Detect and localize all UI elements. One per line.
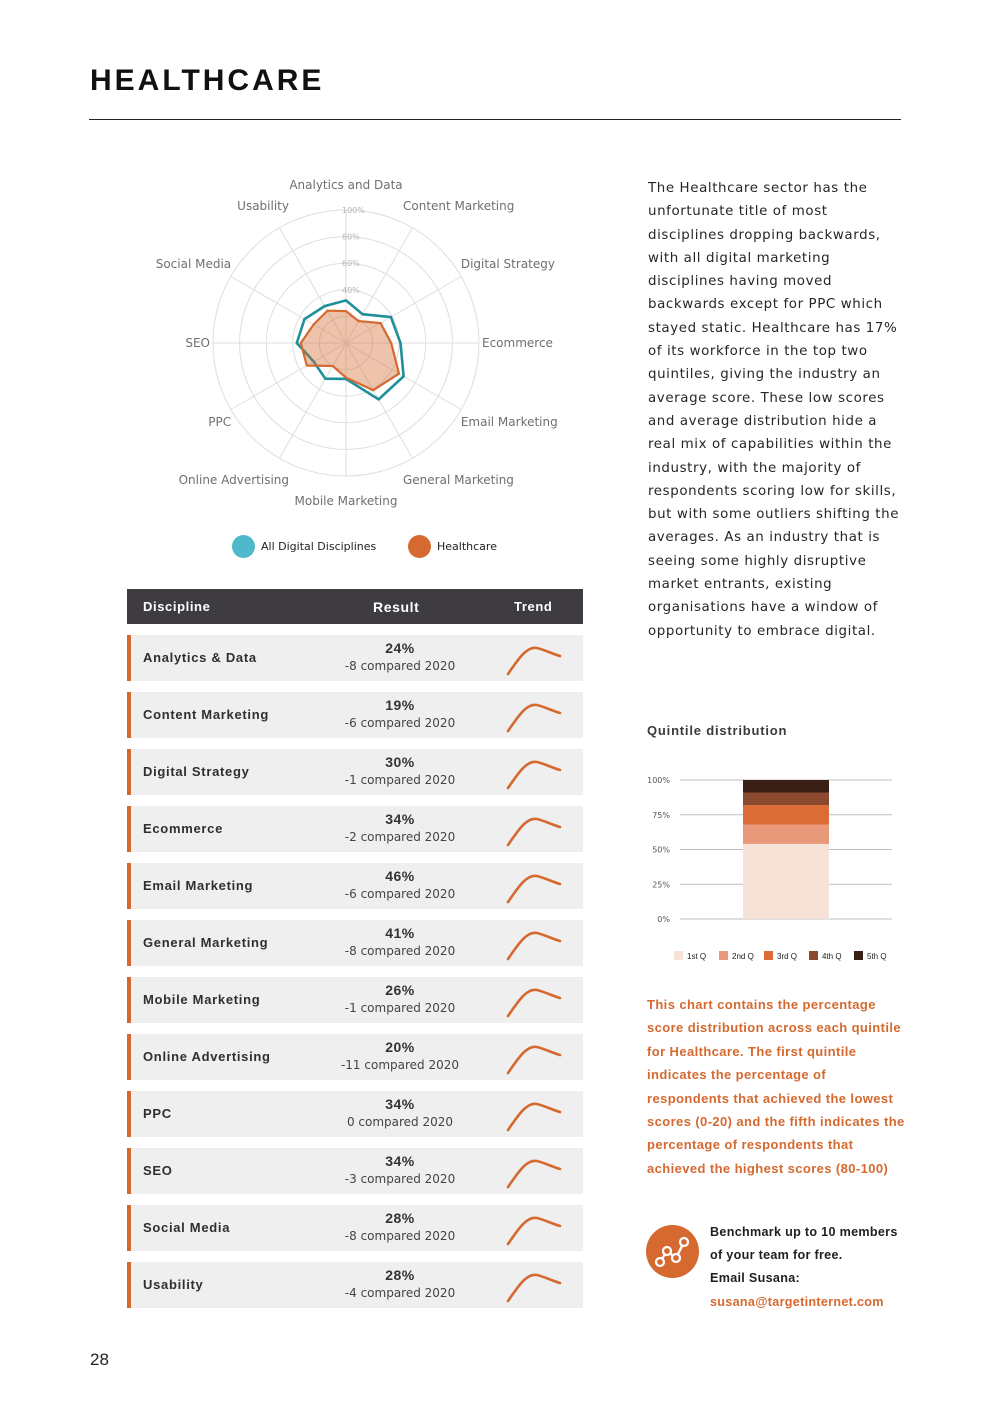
quintile-tick-label: 100% [647,776,670,785]
quintile-tick-label: 0% [657,915,670,924]
table-row [127,863,583,909]
radar-tick-label: 100% [342,206,365,215]
benchmark-callout [710,1221,920,1314]
quintile-legend-label: 1st Q [687,952,707,961]
row-discipline: General Marketing [143,935,269,950]
row-percentage: 34% [385,1096,415,1112]
trend-sparkline [505,984,565,1018]
quintile-segment-1 [743,844,829,919]
quintile-segment-2 [743,824,829,843]
row-percentage: 34% [385,811,415,827]
trend-sparkline [505,1041,565,1075]
row-comparison: -3 compared 2020 [344,1172,456,1186]
radar-tick-labels [342,206,365,295]
row-result [330,1267,470,1300]
row-result [330,754,470,787]
trend-sparkline [505,1098,565,1132]
radar-axis-label: Analytics and Data [289,178,403,192]
row-comparison: -6 compared 2020 [344,887,456,901]
radar-axis-label: Mobile Marketing [294,494,398,508]
radar-tick-label: 40% [342,285,360,295]
radar-axis-label: Email Marketing [460,415,558,429]
header-result: Result [373,599,420,615]
quintile-tick-label: 50% [652,845,670,855]
row-percentage: 20% [385,1039,415,1055]
trend-sparkline [505,1269,565,1303]
benchmark-line-1: Benchmark up to 10 members [710,1225,898,1239]
radar-legend [232,535,532,559]
row-result [330,697,470,730]
table-row [127,692,583,738]
page-number: 28 [90,1350,109,1369]
table-row [127,1034,583,1080]
row-discipline: PPC [143,1106,172,1121]
row-result [330,1096,470,1129]
radar-series-healthcare [301,311,399,391]
radar-axis-label: PPC [208,415,232,429]
legend-label-healthcare: Healthcare [437,540,497,553]
row-discipline: Digital Strategy [143,764,250,779]
radar-axis-label: Usability [237,199,289,214]
row-percentage: 46% [385,868,415,884]
row-comparison: 0 compared 2020 [346,1115,454,1129]
row-percentage: 30% [385,754,415,770]
row-result [330,925,470,958]
row-percentage: 34% [385,1153,415,1169]
quintile-legend-label: 2nd Q [732,952,754,961]
row-comparison: -4 compared 2020 [344,1286,456,1300]
row-discipline: Social Media [143,1220,231,1235]
quintile-legend-label: 5th Q [867,952,887,961]
table-row [127,1262,583,1308]
row-percentage: 19% [385,697,415,713]
row-percentage: 28% [385,1267,415,1283]
quintile-tick-label: 75% [652,810,670,820]
quintile-segment-5 [743,780,829,793]
legend-item-healthcare [408,535,497,558]
legend-swatch-healthcare [408,535,431,558]
table-row [127,1148,583,1194]
header-trend: Trend [514,599,553,614]
quintile-title: Quintile distribution [647,723,788,738]
row-percentage: 41% [385,925,415,941]
row-discipline: Usability [143,1277,204,1292]
row-discipline: Mobile Marketing [143,992,261,1007]
legend-swatch-all-digital [232,535,255,558]
radar-axis-label: General Marketing [403,472,514,487]
row-discipline: Email Marketing [143,878,254,893]
quintile-tick-label: 25% [652,880,670,890]
row-comparison: -8 compared 2020 [344,944,456,958]
table-row [127,806,583,852]
row-comparison: -8 compared 2020 [344,659,456,673]
benchmark-line-2: of your team for free. [710,1248,843,1263]
trend-sparkline [505,927,565,961]
row-discipline: Content Marketing [143,707,270,722]
quintile-legend-swatch [764,951,773,960]
trend-sparkline [505,1155,565,1189]
quintile-segment-4 [743,793,829,806]
trend-sparkline [505,813,565,847]
table-row [127,749,583,795]
benchmark-line-3: Email Susana: [710,1271,800,1286]
radar-axis-label: Content Marketing [403,199,515,214]
row-result [330,811,470,844]
trend-sparkline [505,642,565,676]
trend-sparkline [505,1212,565,1246]
quintile-legend [674,951,887,961]
quintile-segment-3 [743,805,829,824]
radar-axis-label: SEO [185,336,210,350]
quintile-legend-swatch [719,951,728,960]
header-discipline: Discipline [143,599,211,614]
radar-tick-label: 80% [342,232,360,242]
radar-axis-label: Ecommerce [482,336,553,350]
quintile-legend-label: 3rd Q [777,952,798,961]
row-result [330,1039,470,1072]
row-comparison: -6 compared 2020 [344,716,456,730]
table-row [127,977,583,1023]
sector-description: The Healthcare sector has the unfortunate title of most disciplines dropping backwards, with all digital marketing disciplines having moved backwards except for PPC which stayed static. Healthcare has 17% of its workforce in the top two quintiles, giving the industry an average score. These low scores and average distribution hide a real mix of capabilities within the industry, with the majority of respondents scoring low for skills, but with some outliers shifting the averages. As an industry that is seeing some highly disruptive market entrants, existing organisations have a window of opportunity to embrace digital. [648,181,900,639]
trend-sparkline [505,699,565,733]
row-percentage: 26% [385,982,415,998]
row-comparison: -1 compared 2020 [344,773,456,787]
row-discipline: Analytics & Data [143,650,257,665]
radar-axis-label: Online Advertising [178,472,289,487]
row-comparison: -8 compared 2020 [344,1229,456,1243]
benchmark-email-link[interactable]: susana@targetinternet.com [710,1294,884,1309]
row-result [330,868,470,901]
quintile-legend-swatch [854,951,863,960]
legend-label-all-digital: All Digital Disciplines [261,540,377,553]
radar-tick-label: 60% [342,259,360,269]
table-header [127,589,583,624]
quintile-legend-swatch [809,951,818,960]
row-percentage: 28% [385,1210,415,1226]
quintile-note: This chart contains the percentage score distribution across each quintile for Healthcare. The first quintile indicates the percentage of respondents that achieved the lowest scores (0-20) and the fifth indicates the percentage of respondents that achieved the highest scores (80-100) [647,997,905,1176]
trend-sparkline [505,756,565,790]
row-result [330,1153,470,1186]
row-comparison: -1 compared 2020 [344,1001,456,1015]
row-comparison: -11 compared 2020 [340,1058,460,1072]
table-row [127,920,583,966]
row-discipline: SEO [143,1163,173,1178]
radar-axis-label: Digital Strategy [460,257,555,271]
row-percentage: 24% [385,640,415,656]
table-row [127,1205,583,1251]
row-comparison: -2 compared 2020 [344,830,456,844]
legend-item-all-digital [232,535,376,558]
trend-sparkline [505,870,565,904]
quintile-legend-label: 4th Q [822,952,842,961]
quintile-chart [640,768,910,968]
row-result [330,640,470,673]
row-discipline: Online Advertising [143,1049,271,1064]
row-result [330,982,470,1015]
page-title: HEALTHCARE [90,64,325,97]
radar-axis-label: Social Media [155,257,232,271]
row-result [330,1210,470,1243]
table-row [127,635,583,681]
radar-chart [120,168,580,518]
row-discipline: Ecommerce [143,821,224,836]
quintile-bar [743,780,829,919]
title-divider [89,119,901,120]
network-graph-icon [646,1225,699,1278]
table-row [127,1091,583,1137]
quintile-legend-swatch [674,951,683,960]
